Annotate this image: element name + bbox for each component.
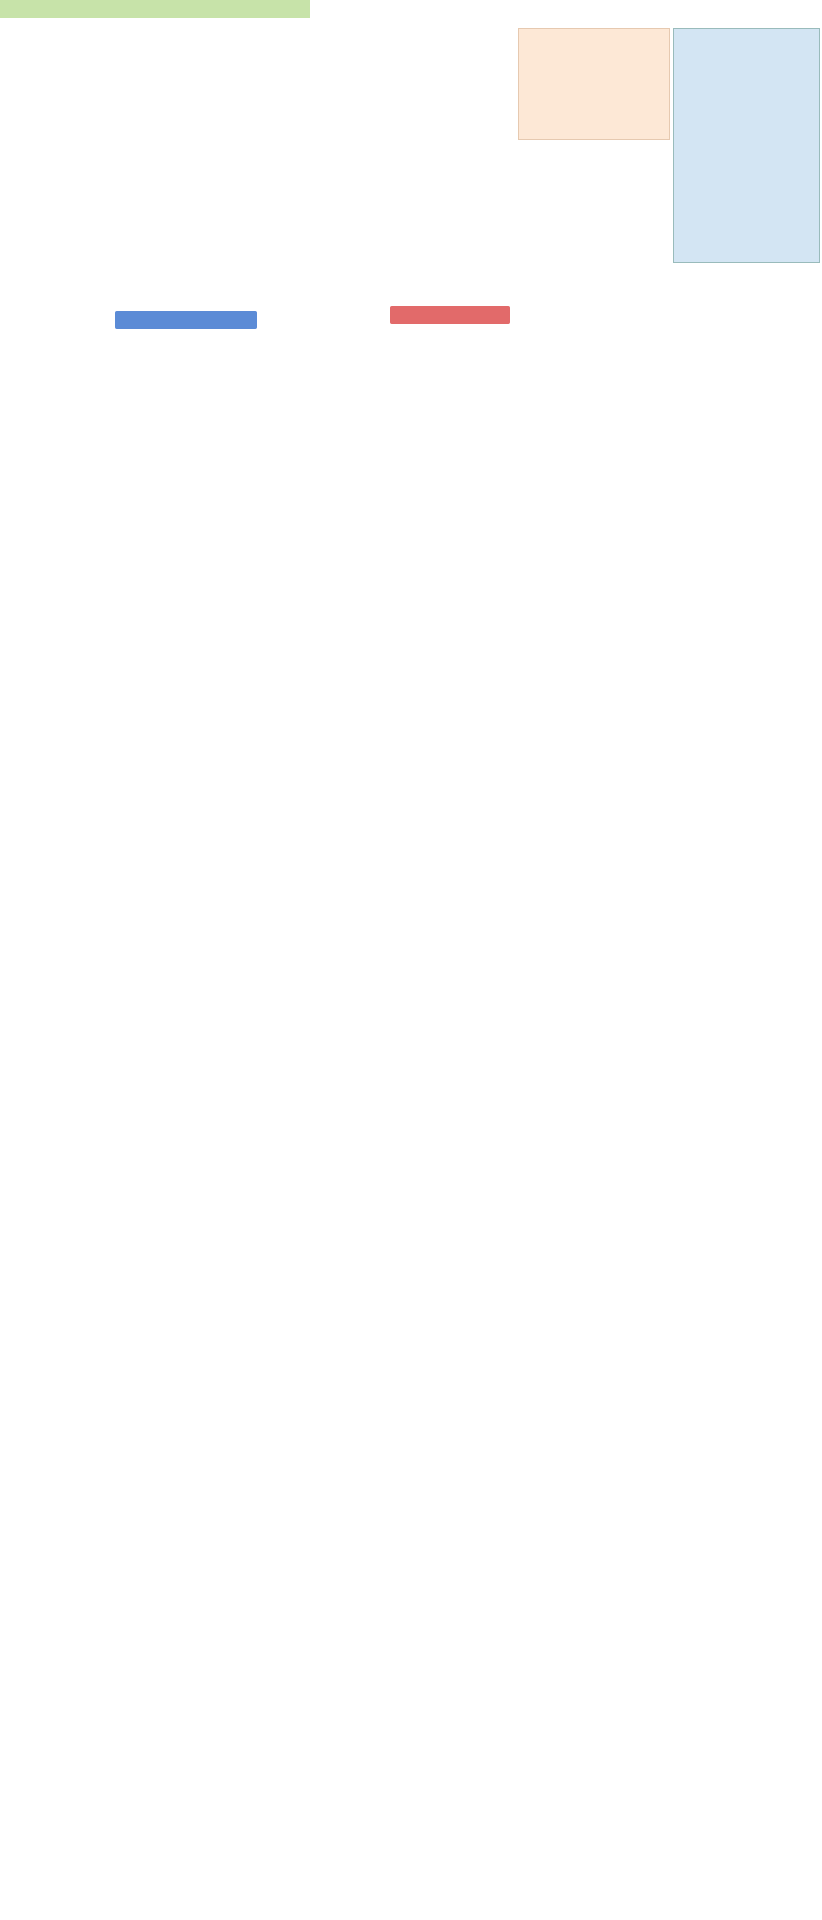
race-date [310, 0, 430, 5]
pop-svg [674, 29, 821, 264]
ai-prediction-button[interactable] [115, 311, 257, 329]
pie-svg [215, 26, 515, 144]
popularity-chart [673, 28, 820, 263]
post-time-title [0, 0, 310, 18]
line-svg [519, 29, 671, 141]
race-development-button[interactable] [390, 306, 510, 324]
last3f-line-chart [518, 28, 670, 140]
data-label [0, 32, 200, 43]
pie-panel [215, 26, 515, 144]
frame-style-bars [215, 142, 515, 260]
